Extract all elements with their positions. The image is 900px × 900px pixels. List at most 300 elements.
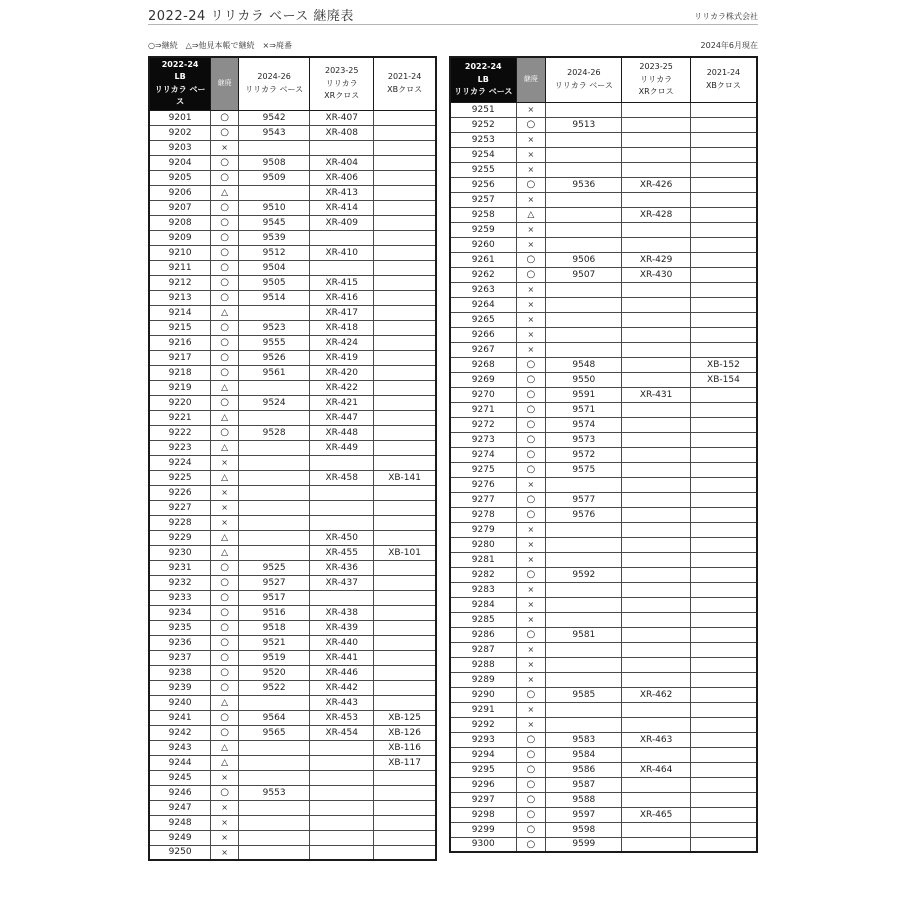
status-symbol-cell: × <box>211 770 239 785</box>
status-symbol-cell: × <box>516 522 546 537</box>
base-2024-26-cell: 9519 <box>239 650 310 665</box>
base-2024-26-cell <box>239 470 310 485</box>
table-row <box>450 552 757 567</box>
xb-cross-cell <box>690 252 757 267</box>
product-code-cell: 9256 <box>450 177 516 192</box>
base-2024-26-cell <box>239 440 310 455</box>
xr-cross-cell: XR-408 <box>310 125 374 140</box>
xr-cross-cell <box>622 837 690 852</box>
status-symbol-cell: ○ <box>211 230 239 245</box>
product-code-cell: 9226 <box>149 485 211 500</box>
base-2024-26-cell <box>546 327 622 342</box>
product-code-cell: 9251 <box>450 102 516 117</box>
xr-cross-cell <box>622 612 690 627</box>
base-2024-26-cell <box>239 500 310 515</box>
xb-cross-cell: XB-116 <box>374 740 436 755</box>
table-row <box>149 515 436 530</box>
product-code-cell: 9280 <box>450 537 516 552</box>
base-2024-26-cell: 9587 <box>546 777 622 792</box>
product-code-cell: 9290 <box>450 687 516 702</box>
xb-cross-cell <box>374 515 436 530</box>
xb-cross-cell <box>690 387 757 402</box>
table-row <box>450 162 757 177</box>
table-row <box>450 402 757 417</box>
product-code-cell: 9208 <box>149 215 211 230</box>
xb-cross-cell <box>690 102 757 117</box>
xb-cross-cell <box>374 290 436 305</box>
table-row <box>149 170 436 185</box>
product-code-cell: 9286 <box>450 627 516 642</box>
base-2024-26-cell <box>546 612 622 627</box>
header-cell-xb-cross: 2021-24 XBクロス <box>690 57 757 102</box>
product-code-cell: 9240 <box>149 695 211 710</box>
xb-cross-cell <box>374 830 436 845</box>
xb-cross-cell <box>374 410 436 425</box>
table-row <box>149 260 436 275</box>
table-row <box>149 275 436 290</box>
base-2024-26-cell <box>239 455 310 470</box>
base-2024-26-cell: 9576 <box>546 507 622 522</box>
base-2024-26-cell <box>546 552 622 567</box>
xr-cross-cell <box>310 740 374 755</box>
xb-cross-cell <box>690 462 757 477</box>
table-row <box>149 185 436 200</box>
xb-cross-cell <box>374 110 436 125</box>
base-2024-26-cell <box>546 522 622 537</box>
table-row <box>450 192 757 207</box>
status-symbol-cell: △ <box>211 185 239 200</box>
table-row <box>450 582 757 597</box>
xr-cross-cell: XR-446 <box>310 665 374 680</box>
product-code-cell: 9275 <box>450 462 516 477</box>
base-2024-26-cell: 9592 <box>546 567 622 582</box>
status-symbol-cell: ○ <box>211 425 239 440</box>
base-2024-26-cell <box>546 297 622 312</box>
table-row <box>450 342 757 357</box>
status-symbol-cell: ○ <box>211 785 239 800</box>
xb-cross-cell <box>374 635 436 650</box>
xr-cross-cell <box>622 372 690 387</box>
xr-cross-cell: XR-442 <box>310 680 374 695</box>
xb-cross-cell <box>690 792 757 807</box>
table-row <box>149 815 436 830</box>
xr-cross-cell: XR-422 <box>310 380 374 395</box>
status-symbol-cell: ○ <box>516 687 546 702</box>
status-symbol-cell: × <box>516 237 546 252</box>
header-cell-status: 継廃 <box>516 57 546 102</box>
status-symbol-cell: ○ <box>211 665 239 680</box>
base-2024-26-cell <box>239 515 310 530</box>
table-row <box>149 380 436 395</box>
header-cell-xr-cross: 2023-25 リリカラ XRクロス <box>310 57 374 110</box>
xr-cross-cell <box>622 102 690 117</box>
base-2024-26-cell: 9550 <box>546 372 622 387</box>
product-code-cell: 9202 <box>149 125 211 140</box>
status-symbol-cell: ○ <box>516 492 546 507</box>
product-code-cell: 9207 <box>149 200 211 215</box>
table-row <box>149 830 436 845</box>
product-code-cell: 9282 <box>450 567 516 582</box>
product-code-cell: 9217 <box>149 350 211 365</box>
xr-cross-cell <box>622 717 690 732</box>
xr-cross-cell <box>310 485 374 500</box>
base-2024-26-cell <box>546 657 622 672</box>
xb-cross-cell <box>374 140 436 155</box>
table-row <box>450 462 757 477</box>
status-symbol-cell: ○ <box>516 777 546 792</box>
header-cell-base-2024-26: 2024-26 リリカラ ベース <box>239 57 310 110</box>
product-code-cell: 9205 <box>149 170 211 185</box>
xr-cross-cell <box>622 672 690 687</box>
xb-cross-cell <box>374 185 436 200</box>
xr-cross-cell <box>622 522 690 537</box>
base-2024-26-cell: 9512 <box>239 245 310 260</box>
status-symbol-cell: ○ <box>211 650 239 665</box>
base-2024-26-cell: 9539 <box>239 230 310 245</box>
xr-cross-cell <box>622 627 690 642</box>
table-row <box>149 665 436 680</box>
product-code-cell: 9215 <box>149 320 211 335</box>
xb-cross-cell: XB-125 <box>374 710 436 725</box>
xr-cross-cell <box>622 492 690 507</box>
table-row <box>450 537 757 552</box>
product-code-cell: 9264 <box>450 297 516 312</box>
status-symbol-cell: ○ <box>211 350 239 365</box>
base-2024-26-cell: 9524 <box>239 395 310 410</box>
xr-cross-cell <box>310 500 374 515</box>
product-code-cell: 9228 <box>149 515 211 530</box>
product-code-cell: 9300 <box>450 837 516 852</box>
xb-cross-cell <box>374 560 436 575</box>
base-2024-26-cell: 9575 <box>546 462 622 477</box>
table-row <box>149 335 436 350</box>
product-code-cell: 9241 <box>149 710 211 725</box>
base-2024-26-cell: 9508 <box>239 155 310 170</box>
xr-cross-cell <box>622 822 690 837</box>
product-code-cell: 9231 <box>149 560 211 575</box>
xb-cross-cell <box>690 192 757 207</box>
product-code-cell: 9297 <box>450 792 516 807</box>
xb-cross-cell: XB-141 <box>374 470 436 485</box>
xr-cross-cell <box>310 515 374 530</box>
base-2024-26-cell: 9522 <box>239 680 310 695</box>
xr-cross-cell: XR-421 <box>310 395 374 410</box>
product-code-cell: 9299 <box>450 822 516 837</box>
product-code-cell: 9283 <box>450 582 516 597</box>
product-code-cell: 9287 <box>450 642 516 657</box>
base-2024-26-cell: 9506 <box>546 252 622 267</box>
table-row <box>149 470 436 485</box>
status-symbol-cell: ○ <box>516 117 546 132</box>
xr-cross-cell: XR-413 <box>310 185 374 200</box>
xr-cross-cell <box>310 770 374 785</box>
status-symbol-cell: ○ <box>211 245 239 260</box>
xb-cross-cell <box>690 222 757 237</box>
status-symbol-cell: ○ <box>516 402 546 417</box>
status-symbol-cell: ○ <box>211 605 239 620</box>
status-symbol-cell: × <box>516 582 546 597</box>
status-symbol-cell: ○ <box>211 590 239 605</box>
status-symbol-cell: × <box>211 500 239 515</box>
base-2024-26-cell <box>546 582 622 597</box>
product-code-cell: 9276 <box>450 477 516 492</box>
xb-cross-cell <box>374 620 436 635</box>
product-code-cell: 9237 <box>149 650 211 665</box>
table-row <box>149 200 436 215</box>
xr-cross-cell: XR-409 <box>310 215 374 230</box>
base-2024-26-cell <box>546 312 622 327</box>
table-row <box>149 305 436 320</box>
xr-cross-cell: XR-464 <box>622 762 690 777</box>
table-row <box>149 365 436 380</box>
product-code-cell: 9247 <box>149 800 211 815</box>
xb-cross-cell <box>690 777 757 792</box>
xb-cross-cell <box>690 507 757 522</box>
table-row <box>149 740 436 755</box>
base-2024-26-cell: 9574 <box>546 417 622 432</box>
xr-cross-cell: XR-450 <box>310 530 374 545</box>
status-symbol-cell: ○ <box>516 732 546 747</box>
table-row <box>149 425 436 440</box>
product-code-cell: 9273 <box>450 432 516 447</box>
table-row <box>149 530 436 545</box>
table-row <box>149 155 436 170</box>
table-row <box>149 770 436 785</box>
base-2024-26-cell: 9545 <box>239 215 310 230</box>
table-row <box>450 717 757 732</box>
status-symbol-cell: △ <box>211 695 239 710</box>
xr-cross-cell: XR-462 <box>622 687 690 702</box>
xr-cross-cell: XR-414 <box>310 200 374 215</box>
xb-cross-cell <box>374 770 436 785</box>
xr-cross-cell <box>310 845 374 860</box>
xb-cross-cell <box>690 477 757 492</box>
product-code-cell: 9203 <box>149 140 211 155</box>
product-code-cell: 9250 <box>149 845 211 860</box>
status-symbol-cell: ○ <box>211 290 239 305</box>
xr-cross-cell <box>310 455 374 470</box>
product-code-cell: 9254 <box>450 147 516 162</box>
base-2024-26-cell: 9553 <box>239 785 310 800</box>
product-code-cell: 9260 <box>450 237 516 252</box>
xr-cross-cell <box>622 117 690 132</box>
base-2024-26-cell: 9527 <box>239 575 310 590</box>
xr-cross-cell: XR-430 <box>622 267 690 282</box>
table-row <box>450 777 757 792</box>
xb-cross-cell <box>690 147 757 162</box>
status-symbol-cell: ○ <box>211 110 239 125</box>
xr-cross-cell: XR-436 <box>310 560 374 575</box>
xr-cross-cell <box>622 777 690 792</box>
status-symbol-cell: ○ <box>211 725 239 740</box>
xr-cross-cell <box>622 747 690 762</box>
table-row <box>450 732 757 747</box>
base-2024-26-cell <box>546 642 622 657</box>
xb-cross-cell <box>690 297 757 312</box>
xb-cross-cell <box>690 597 757 612</box>
xr-cross-cell <box>622 312 690 327</box>
xr-cross-cell: XR-418 <box>310 320 374 335</box>
base-2024-26-cell <box>546 597 622 612</box>
base-2024-26-cell <box>239 530 310 545</box>
table-row <box>149 845 436 860</box>
base-2024-26-cell: 9520 <box>239 665 310 680</box>
status-symbol-cell: ○ <box>516 372 546 387</box>
table-row <box>149 695 436 710</box>
xr-cross-cell <box>310 815 374 830</box>
table-row <box>450 207 757 222</box>
status-symbol-cell: ○ <box>211 320 239 335</box>
product-code-cell: 9246 <box>149 785 211 800</box>
table-row <box>450 327 757 342</box>
status-symbol-cell: △ <box>211 740 239 755</box>
product-code-cell: 9252 <box>450 117 516 132</box>
status-symbol-cell: ○ <box>516 177 546 192</box>
table-row <box>450 387 757 402</box>
base-2024-26-cell: 9528 <box>239 425 310 440</box>
xr-cross-cell: XR-454 <box>310 725 374 740</box>
xr-cross-cell <box>622 162 690 177</box>
base-2024-26-cell: 9536 <box>546 177 622 192</box>
table-row <box>149 680 436 695</box>
xr-cross-cell: XR-455 <box>310 545 374 560</box>
xb-cross-cell <box>690 762 757 777</box>
base-2024-26-cell: 9543 <box>239 125 310 140</box>
xb-cross-cell: XB-152 <box>690 357 757 372</box>
table-row <box>149 710 436 725</box>
base-2024-26-cell <box>239 800 310 815</box>
base-2024-26-cell <box>546 147 622 162</box>
header-cell-product: 2022-24 LB リリカラ ベース <box>149 57 211 110</box>
base-2024-26-cell <box>546 702 622 717</box>
status-symbol-cell: △ <box>211 410 239 425</box>
xr-cross-cell <box>622 582 690 597</box>
product-code-cell: 9220 <box>149 395 211 410</box>
status-symbol-cell: ○ <box>211 710 239 725</box>
product-code-cell: 9239 <box>149 680 211 695</box>
xr-cross-cell <box>622 357 690 372</box>
base-2024-26-cell: 9591 <box>546 387 622 402</box>
status-symbol-cell: ○ <box>516 462 546 477</box>
status-symbol-cell: ○ <box>516 267 546 282</box>
table-row <box>149 110 436 125</box>
xr-cross-cell <box>622 222 690 237</box>
xb-cross-cell <box>690 702 757 717</box>
table-row <box>450 222 757 237</box>
xb-cross-cell <box>690 162 757 177</box>
table-row <box>149 545 436 560</box>
table-row <box>450 117 757 132</box>
base-2024-26-cell: 9597 <box>546 807 622 822</box>
product-code-cell: 9274 <box>450 447 516 462</box>
product-code-cell: 9230 <box>149 545 211 560</box>
status-symbol-cell: × <box>516 672 546 687</box>
status-symbol-cell: × <box>516 312 546 327</box>
xb-cross-cell <box>374 575 436 590</box>
status-symbol-cell: × <box>516 132 546 147</box>
base-2024-26-cell: 9555 <box>239 335 310 350</box>
xb-cross-cell <box>690 822 757 837</box>
status-symbol-cell: ○ <box>211 335 239 350</box>
xr-cross-cell: XR-406 <box>310 170 374 185</box>
status-symbol-cell: × <box>516 552 546 567</box>
table-row <box>450 837 757 852</box>
xb-cross-cell <box>374 200 436 215</box>
xr-cross-cell: XR-453 <box>310 710 374 725</box>
status-symbol-cell: ○ <box>211 200 239 215</box>
xb-cross-cell <box>374 380 436 395</box>
table-row <box>450 507 757 522</box>
status-symbol-cell: × <box>211 815 239 830</box>
xr-cross-cell: XR-458 <box>310 470 374 485</box>
base-2024-26-cell <box>239 185 310 200</box>
base-2024-26-cell <box>546 672 622 687</box>
table-row <box>450 132 757 147</box>
xr-cross-cell <box>622 237 690 252</box>
base-2024-26-cell: 9584 <box>546 747 622 762</box>
product-code-cell: 9269 <box>450 372 516 387</box>
product-code-cell: 9209 <box>149 230 211 245</box>
status-symbol-cell: ○ <box>516 807 546 822</box>
status-symbol-cell: ○ <box>516 447 546 462</box>
base-2024-26-cell <box>546 537 622 552</box>
xb-cross-cell <box>690 672 757 687</box>
status-symbol-cell: ○ <box>211 395 239 410</box>
table-row <box>450 762 757 777</box>
xb-cross-cell <box>690 312 757 327</box>
status-symbol-cell: × <box>516 162 546 177</box>
xb-cross-cell <box>690 732 757 747</box>
table-row <box>149 290 436 305</box>
table-row <box>149 635 436 650</box>
status-symbol-cell: × <box>516 222 546 237</box>
base-2024-26-cell <box>239 545 310 560</box>
status-symbol-cell: ○ <box>211 635 239 650</box>
table-row <box>450 252 757 267</box>
table-row <box>450 267 757 282</box>
base-2024-26-cell <box>239 830 310 845</box>
product-code-cell: 9223 <box>149 440 211 455</box>
xb-cross-cell <box>690 417 757 432</box>
xb-cross-cell <box>374 455 436 470</box>
status-symbol-cell: ○ <box>516 762 546 777</box>
base-2024-26-cell: 9513 <box>546 117 622 132</box>
base-2024-26-cell: 9523 <box>239 320 310 335</box>
base-2024-26-cell <box>546 342 622 357</box>
table-row <box>450 147 757 162</box>
xr-cross-cell <box>622 417 690 432</box>
base-2024-26-cell <box>546 282 622 297</box>
status-symbol-cell: ○ <box>516 627 546 642</box>
status-symbol-cell: × <box>516 282 546 297</box>
table-row <box>450 612 757 627</box>
status-symbol-cell: × <box>516 642 546 657</box>
table-row <box>149 575 436 590</box>
table-row <box>149 650 436 665</box>
base-2024-26-cell <box>239 815 310 830</box>
product-code-cell: 9263 <box>450 282 516 297</box>
xr-cross-cell <box>310 800 374 815</box>
xb-cross-cell <box>690 267 757 282</box>
product-code-cell: 9284 <box>450 597 516 612</box>
base-2024-26-cell: 9573 <box>546 432 622 447</box>
xr-cross-cell: XR-404 <box>310 155 374 170</box>
product-code-cell: 9206 <box>149 185 211 200</box>
product-code-cell: 9232 <box>149 575 211 590</box>
xb-cross-cell <box>690 132 757 147</box>
base-2024-26-cell: 9504 <box>239 260 310 275</box>
product-code-cell: 9244 <box>149 755 211 770</box>
